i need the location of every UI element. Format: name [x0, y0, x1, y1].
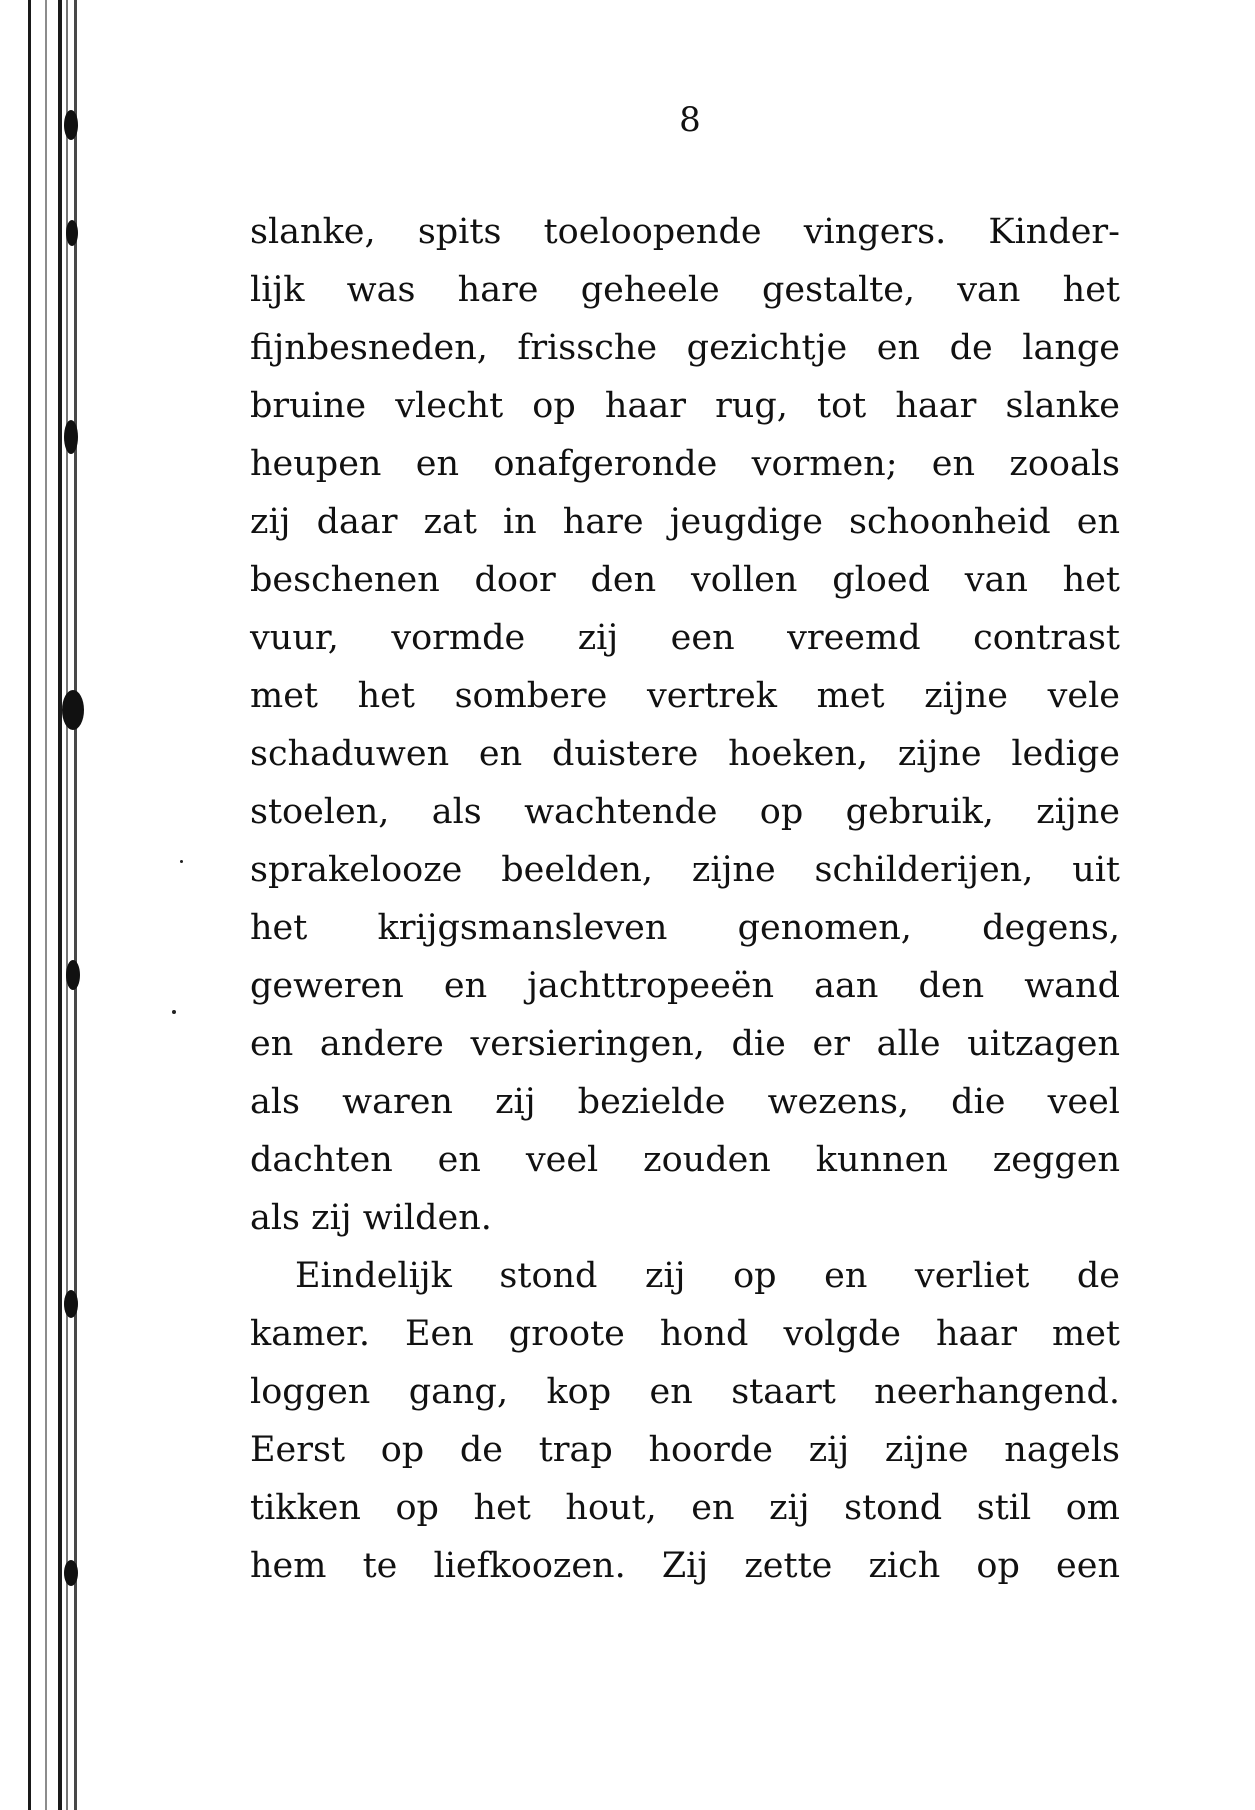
scan-speck	[172, 1010, 176, 1014]
text-line: als zij wilden.	[250, 1198, 492, 1238]
text-line: en andere versieringen, die er alle uitzagen	[250, 1024, 1120, 1064]
binding-line	[45, 0, 47, 1810]
binding-line	[28, 0, 31, 1810]
ink-blot	[64, 1560, 78, 1586]
text-line: dachten en veel zouden kunnen zeggen	[250, 1140, 1120, 1180]
text-line: schaduwen en duistere hoeken, zijne ledige	[250, 734, 1120, 774]
text-line: heupen en onafgeronde vormen; en zooals	[250, 444, 1120, 484]
text-line: beschenen door den vollen gloed van het	[250, 560, 1120, 600]
page-number: 8	[679, 100, 701, 140]
ink-blot	[64, 1290, 78, 1318]
text-line: geweren en jachttropeeën aan den wand	[250, 966, 1120, 1006]
paragraph	[250, 203, 1120, 1247]
text-line: vuur, vormde zij een vreemd contrast	[250, 618, 1120, 658]
text-line: bruine vlecht op haar rug, tot haar slanke	[250, 386, 1120, 426]
text-line: loggen gang, kop en staart neerhangend.	[250, 1372, 1120, 1412]
ink-blot	[64, 420, 78, 454]
text-line: tikken op het hout, en zij stond stil om	[250, 1488, 1120, 1528]
text-line: slanke, spits toeloopende vingers. Kinder-	[250, 212, 1120, 252]
text-line: als waren zij bezielde wezens, die veel	[250, 1082, 1120, 1122]
text-line: hem te liefkoozen. Zij zette zich op een	[250, 1546, 1120, 1586]
text-line: Eerst op de trap hoorde zij zijne nagels	[250, 1430, 1120, 1470]
text-line: zij daar zat in hare jeugdige schoonheid en	[250, 502, 1120, 542]
text-line: het krijgsmansleven genomen, degens,	[250, 908, 1120, 948]
text-line: Eindelijk stond zij op en verliet de	[295, 1256, 1120, 1296]
text-line: stoelen, als wachtende op gebruik, zijne	[250, 792, 1120, 832]
scanned-binding-edge	[0, 0, 90, 1810]
paragraph	[250, 1247, 1120, 1595]
body-text	[250, 203, 1120, 1595]
text-line: sprakelooze beelden, zijne schilderijen, uit	[250, 850, 1120, 890]
ink-blot	[66, 960, 80, 990]
ink-blot	[66, 220, 78, 246]
text-line: met het sombere vertrek met zijne vele	[250, 676, 1120, 716]
text-line: lijk was hare geheele gestalte, van het	[250, 270, 1120, 310]
text-line: fijnbesneden, frissche gezichtje en de lange	[250, 328, 1120, 368]
binding-line	[58, 0, 62, 1810]
text-line: kamer. Een groote hond volgde haar met	[250, 1314, 1120, 1354]
scan-speck	[180, 860, 183, 863]
binding-line	[66, 0, 68, 1810]
binding-line	[74, 0, 77, 1810]
ink-blot	[62, 690, 84, 730]
